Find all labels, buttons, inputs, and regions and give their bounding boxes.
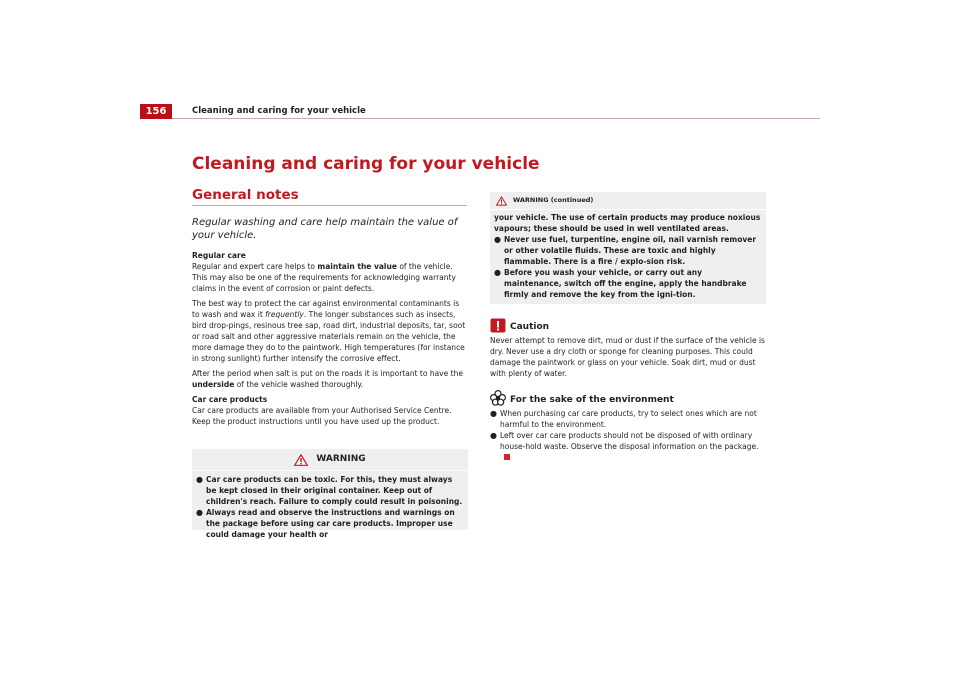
section-heading: General notes xyxy=(192,187,299,203)
regular-care-paragraph-2: The best way to protect the car against environmental contaminants is to wash and wax it frequently. The longer substances such as insects, bird drop-pings, resinous tree sap, road dirt, industrial deposits, tar, soot or road salt and other aggressive materials remain on the vehicle, the more damage they do to the paintwork. High temperatures (for instance in strong sunlight) further intensify the corrosive effect. xyxy=(192,299,466,363)
warning-continued-title: WARNING (continued) xyxy=(513,196,594,204)
caution-section xyxy=(490,318,766,379)
environment-section xyxy=(490,390,766,463)
header-rule xyxy=(172,118,820,119)
page-title: Cleaning and caring for your vehicle xyxy=(192,154,540,174)
caution-text: Never attempt to remove dirt, mud or dust if the surface of the vehicle is dry. Never use a dry cloth or sponge for cleaning purposes. This could damage the paintwork or glass on your vehicle. Soak dirt, mud or dust with plenty of water. xyxy=(490,336,765,378)
caution-icon xyxy=(490,318,506,333)
warning-item: ● Always read and observe the instructions and warnings on the package before using car care products. Improper use could damage your health or xyxy=(196,508,455,539)
warning-triangle-icon xyxy=(294,454,308,466)
section-lead: Regular washing and care help maintain the value of your vehicle. xyxy=(192,217,458,241)
section-rule xyxy=(192,205,467,206)
page-number: 156 xyxy=(140,104,172,119)
warning-continued-box xyxy=(490,192,766,304)
left-column xyxy=(192,250,468,431)
warning-triangle-icon xyxy=(496,196,507,206)
warning-continued-text: your vehicle. The use of certain products may produce noxious vapours; these should be used in well ventilated areas. xyxy=(494,213,761,233)
environment-item: ● Left over car care products should not be disposed of with ordinary house-hold waste. Observe the disposal information on the package. xyxy=(490,430,766,463)
warning-item: ● Before you wash your vehicle, or carry out any maintenance, switch off the engine, apply the handbrake firmly and remove the key from the igni-tion. xyxy=(494,268,747,299)
environment-item: ● When purchasing car care products, try to select ones which are not harmful to the environment. xyxy=(490,409,757,429)
environment-title: For the sake of the environment xyxy=(510,395,674,405)
warning-title: WARNING xyxy=(316,454,366,464)
warning-header xyxy=(192,449,468,471)
warning-item: ● Car care products can be toxic. For this, they must always be kept closed in their original container. Keep out of children's reach. Failure to comply could result in poisoning. xyxy=(196,475,463,506)
warning-continued-header xyxy=(490,192,766,210)
warning-box xyxy=(192,449,468,539)
products-paragraph: Car care products are available from your Authorised Service Centre. Keep the product instructions until you have used up the product. xyxy=(192,406,452,426)
end-of-section-mark xyxy=(504,454,510,460)
products-subheading: Car care products xyxy=(192,395,268,404)
caution-title: Caution xyxy=(510,322,550,332)
regular-care-subheading: Regular care xyxy=(192,251,246,260)
flower-icon xyxy=(490,390,506,406)
regular-care-paragraph-3: After the period when salt is put on the roads it is important to have the underside of the vehicle washed thoroughly. xyxy=(192,369,463,389)
warning-item: ● Never use fuel, turpentine, engine oil, nail varnish remover or other volatile fluids. These are toxic and highly flammable. There is a fire / explo-sion risk. xyxy=(494,235,757,266)
running-title: Cleaning and caring for your vehicle xyxy=(192,106,366,116)
regular-care-paragraph-1: Regular and expert care helps to maintain the value of the vehicle. This may also be one of the requirements for acknowledging warranty claims in the event of corrosion or paint defects. xyxy=(192,262,456,293)
